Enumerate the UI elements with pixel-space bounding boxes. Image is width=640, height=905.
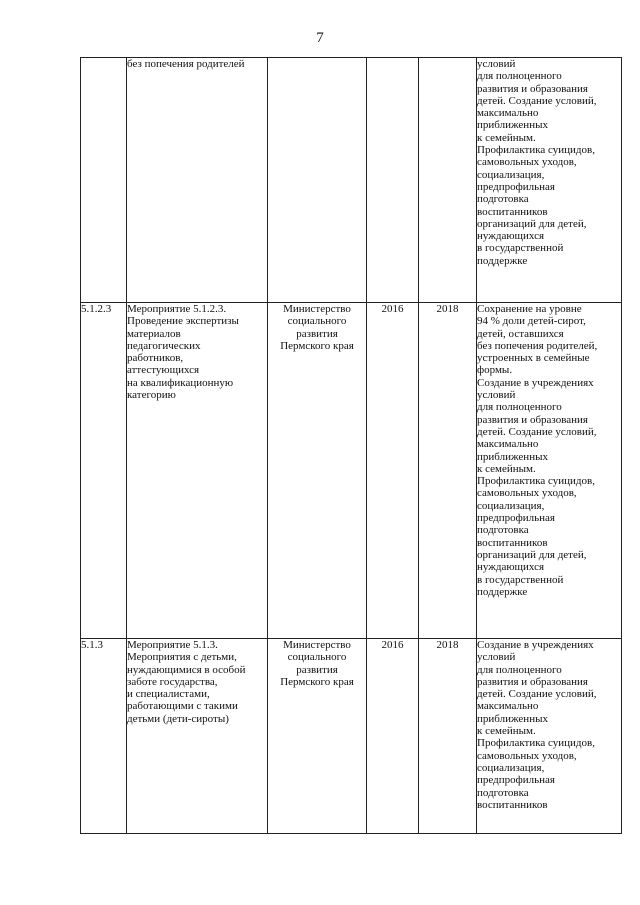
text-line: развития и образования: [477, 82, 588, 95]
text-line: приближенных: [477, 450, 548, 463]
text-line: самовольных уходов,: [477, 156, 577, 169]
text-line: предпрофильная: [477, 180, 555, 193]
text-line: Пермского края: [280, 675, 354, 688]
cell-value: 2018: [436, 303, 459, 315]
text-line: самовольных уходов,: [477, 487, 577, 500]
end-year-cell: [419, 58, 477, 303]
cell-value: 2016: [381, 303, 404, 315]
text-line: социального: [287, 651, 347, 664]
text-line: детей. Создание условий,: [477, 425, 597, 438]
text-line: и специалистами,: [127, 688, 210, 701]
text-line: детей. Создание условий,: [477, 94, 597, 107]
activity-name-cell: [127, 303, 268, 639]
text-line: условий: [477, 389, 516, 402]
text-line: организаций для детей,: [477, 217, 587, 230]
text-line: Профилактика суицидов,: [477, 475, 595, 488]
text-line: к семейным.: [477, 462, 536, 475]
end-year-cell: [419, 639, 477, 834]
text-line: детей, оставшихся: [477, 327, 564, 340]
cell-value: 2018: [436, 639, 459, 651]
text-line: организаций для детей,: [477, 548, 587, 561]
table-row: [81, 303, 622, 639]
row-number-cell: [81, 639, 127, 834]
text-line: Создание в учреждениях: [477, 639, 594, 651]
text-line: развития: [296, 327, 338, 340]
expected-result-cell: [477, 639, 622, 834]
activity-name-cell: [127, 58, 268, 303]
cell-value: 2016: [381, 639, 404, 651]
text-line: подготовка: [477, 524, 529, 537]
row-number-cell: [81, 58, 127, 303]
text-line: в государственной: [477, 573, 564, 586]
text-line: воспитанников: [477, 205, 548, 218]
text-line: развития: [296, 663, 338, 676]
executor-cell: [268, 303, 367, 639]
end-year-cell: [419, 303, 477, 639]
text-line: к семейным.: [477, 131, 536, 144]
text-line: устроенных в семейные: [477, 352, 590, 365]
text-line: для полноценного: [477, 663, 562, 676]
table-row: [81, 58, 622, 303]
text-line: детьми (дети-сироты): [127, 712, 229, 725]
text-line: самовольных уходов,: [477, 749, 577, 762]
text-line: формы.: [477, 364, 513, 377]
text-line: социализация,: [477, 499, 545, 512]
text-line: максимально: [477, 700, 539, 713]
text-line: максимально: [477, 107, 539, 120]
text-line: для полноценного: [477, 70, 562, 83]
text-line: нуждающихся: [477, 561, 545, 574]
text-line: Профилактика суицидов,: [477, 144, 595, 157]
text-line: к семейным.: [477, 725, 536, 738]
text-line: развития и образования: [477, 413, 588, 426]
text-line: максимально: [477, 438, 539, 451]
text-line: работников,: [127, 352, 184, 365]
page-number: 7: [316, 30, 324, 46]
cell-value: 5.1.3: [81, 639, 103, 651]
text-line: социального: [287, 315, 347, 328]
text-line: Сохранение на уровне: [477, 303, 582, 315]
text-line: Министерство: [283, 639, 351, 651]
text-line: педагогических: [127, 339, 201, 352]
text-line: воспитанников: [477, 798, 548, 811]
table-body: [81, 58, 622, 834]
start-year-cell: [367, 639, 419, 834]
text-line: условий: [477, 651, 516, 664]
text-line: аттестующихся: [127, 364, 200, 377]
text-line: воспитанников: [477, 536, 548, 549]
text-line: работающими с такими: [127, 700, 238, 713]
text-line: Создание в учреждениях: [477, 376, 594, 389]
program-table: [80, 57, 622, 834]
text-line: Мероприятие 5.1.3.: [127, 639, 218, 651]
text-line: в государственной: [477, 242, 564, 255]
activity-name-cell: [127, 639, 268, 834]
text-line: предпрофильная: [477, 512, 555, 525]
table-row: [81, 639, 622, 834]
text-line: социализация,: [477, 168, 545, 181]
text-line: социализация,: [477, 761, 545, 774]
text-line: условий: [477, 58, 516, 70]
text-line: без попечения родителей: [127, 58, 245, 70]
expected-result-cell: [477, 58, 622, 303]
text-line: без попечения родителей,: [477, 339, 598, 352]
cell-value: 5.1.2.3: [81, 303, 112, 315]
text-line: подготовка: [477, 786, 529, 799]
text-line: Мероприятия с детьми,: [127, 651, 237, 664]
start-year-cell: [367, 58, 419, 303]
text-line: приближенных: [477, 712, 548, 725]
text-line: развития и образования: [477, 675, 588, 688]
text-line: Профилактика суицидов,: [477, 737, 595, 750]
start-year-cell: [367, 303, 419, 639]
row-number-cell: [81, 303, 127, 639]
text-line: материалов: [127, 327, 181, 340]
text-line: нуждающимися в особой: [127, 663, 246, 676]
executor-cell: [268, 639, 367, 834]
text-line: поддержке: [477, 585, 528, 598]
expected-result-cell: [477, 303, 622, 639]
text-line: приближенных: [477, 119, 548, 132]
text-line: Мероприятие 5.1.2.3.: [127, 303, 227, 315]
text-line: заботе государства,: [127, 675, 218, 688]
executor-cell: [268, 58, 367, 303]
text-line: 94 % доли детей-сирот,: [477, 315, 586, 328]
text-line: поддержке: [477, 254, 528, 267]
text-line: предпрофильная: [477, 774, 555, 787]
text-line: Проведение экспертизы: [127, 315, 239, 328]
text-line: подготовка: [477, 193, 529, 206]
text-line: Министерство: [283, 303, 351, 315]
text-line: для полноценного: [477, 401, 562, 414]
text-line: Пермского края: [280, 339, 354, 352]
text-line: нуждающихся: [477, 230, 545, 243]
text-line: на квалификационную: [127, 376, 234, 389]
text-line: детей. Создание условий,: [477, 688, 597, 701]
text-line: категорию: [127, 389, 176, 402]
